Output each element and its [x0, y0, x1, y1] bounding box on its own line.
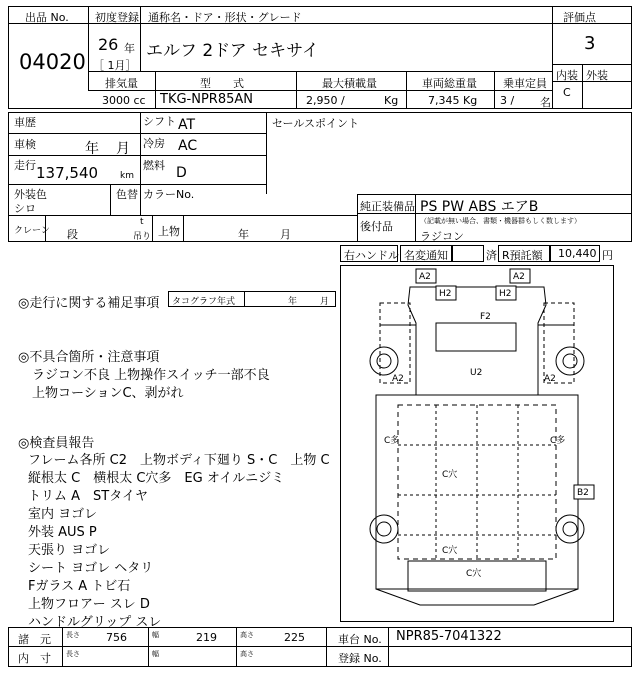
truck-outline — [370, 287, 584, 605]
crane-stage: 段 — [67, 228, 78, 241]
inspector-line: シート ヨゴレ ヘタリ — [28, 561, 154, 576]
first-reg-month: ［ 1月］ — [93, 59, 137, 72]
load-label: 最大積載量 — [322, 77, 377, 90]
mark-c-hole-bed: C穴 — [442, 470, 458, 480]
inspector-line: 上物フロアー スレ D — [28, 597, 150, 612]
body-month: 月 — [280, 228, 291, 241]
mileage-value: 137,540 — [36, 164, 99, 182]
body-label: 上物 — [158, 225, 180, 238]
body-year: 年 — [238, 228, 249, 241]
interior-grade-label: 内装 — [556, 69, 578, 82]
damage-marks — [384, 269, 594, 579]
defect-line: 上物コーションC、剥がれ — [32, 386, 184, 401]
tachograph-month: 月 — [320, 297, 330, 307]
damage-diagram — [340, 265, 614, 622]
inspector-line: フレーム各所 C2 上物ボディ下廻り S・C 上物 C — [28, 453, 330, 468]
footer-frame — [8, 627, 632, 667]
lot-number: 04020 — [19, 50, 86, 74]
length-value: 756 — [106, 631, 127, 644]
aftermarket-value: ラジコン — [420, 230, 464, 243]
shift-value: AT — [178, 117, 196, 133]
history-label: 車歴 — [14, 116, 36, 129]
inspector-line: 天張り ヨゴレ — [28, 543, 111, 558]
mark-c-many-left: C多 — [384, 436, 400, 446]
gross-label: 車両総重量 — [422, 77, 477, 90]
recycle-prefix: 済 — [486, 249, 497, 262]
grade-label: 評価点 — [563, 11, 596, 24]
interior-height-label: 高さ — [240, 650, 254, 658]
height-label: 高さ — [240, 631, 254, 639]
inspector-line: 外装 AUS P — [28, 525, 97, 540]
inspection-month: 月 — [116, 141, 130, 157]
model-value: TKG-NPR85AN — [160, 92, 253, 107]
width-value: 219 — [196, 631, 217, 644]
recycle-amount: 10,440 — [558, 247, 597, 260]
chassis-label: 車台 No. — [338, 633, 382, 646]
width-label: 幅 — [152, 631, 159, 639]
capacity-value: 3 / — [500, 94, 515, 107]
first-reg-year: 26 — [98, 35, 119, 54]
year-unit: 年 — [124, 42, 135, 55]
color-value: シロ — [14, 202, 36, 215]
registration-label: 登録 No. — [338, 652, 382, 665]
inspection-label: 車検 — [14, 138, 36, 151]
mark-a2-right: A2 — [544, 374, 556, 384]
color-code-label: カラーNo. — [143, 188, 195, 201]
length-label: 長さ — [66, 631, 80, 639]
crane-hoist: 吊り — [133, 232, 152, 242]
crane-ton: t — [140, 217, 144, 227]
model-label: 型 式 — [200, 77, 244, 90]
tachograph-year: 年 — [288, 297, 298, 307]
inspection-year: 年 — [85, 141, 99, 157]
fuel-label: 燃料 — [143, 159, 165, 172]
lot-label: 出品 No. — [25, 11, 69, 24]
inspector-line: トリム A STタイヤ — [28, 489, 148, 504]
mark-h2-left: H2 — [439, 289, 452, 299]
mark-a2-front-right: A2 — [513, 272, 525, 282]
recycle-label: R預託額 — [502, 249, 543, 262]
inspector-line: 縦根太 C 横根太 C穴多 EG オイルニジミ — [28, 471, 285, 486]
mark-h2-right: H2 — [499, 289, 512, 299]
load-value: 2,950 / — [306, 94, 345, 107]
capacity-unit: 名 — [540, 96, 551, 109]
interior-width-label: 幅 — [152, 650, 159, 658]
mark-b2: B2 — [577, 488, 589, 498]
grade-value: 3 — [584, 33, 596, 54]
driving-notes-title: ◎走行に関する補足事項 — [18, 296, 160, 311]
inspector-line: Fガラス A トビ石 — [28, 579, 131, 594]
interior-grade: C — [563, 86, 571, 99]
equipment-label: 純正装備品 — [360, 200, 415, 213]
ac-label: 冷房 — [143, 137, 165, 150]
fuel-value: D — [176, 165, 187, 181]
sales-point-label: セールスポイント — [272, 117, 360, 130]
name-change-box — [452, 245, 484, 262]
load-unit: Kg — [384, 94, 399, 107]
gross-value: 7,345 Kg — [428, 94, 478, 107]
shift-label: シフト — [143, 115, 176, 128]
interior-dims-label: 内 寸 — [18, 652, 51, 665]
displacement-value: 3000 cc — [102, 94, 146, 107]
mark-c-many-right: C多 — [550, 436, 566, 446]
chassis-value: NPR85-7041322 — [396, 629, 502, 644]
inspector-line: 室内 ヨゴレ — [28, 507, 98, 522]
mark-a2-front-left: A2 — [419, 272, 431, 282]
dims-label: 諸 元 — [18, 633, 51, 646]
exterior-grade-label: 外装 — [586, 69, 608, 82]
mark-f2: F2 — [480, 312, 491, 322]
name-label: 通称名・ドア・形状・グレード — [148, 11, 302, 24]
tachograph-label: タコグラフ年式 — [172, 297, 236, 307]
car-name: エルフ 2ドア セキサイ — [146, 41, 319, 61]
capacity-label: 乗車定員 — [503, 77, 547, 90]
mark-c-hole-rear: C穴 — [442, 546, 458, 556]
crane-label: クレーン — [14, 226, 50, 236]
defects-title: ◎不具合箇所・注意事項 — [18, 350, 160, 365]
name-change-label: 名変通知 — [404, 249, 448, 262]
mark-a2-left: A2 — [392, 374, 404, 384]
aftermarket-label: 後付品 — [360, 220, 393, 233]
ac-value: AC — [178, 138, 198, 154]
mileage-unit: km — [120, 171, 134, 181]
defect-line: ラジコン不良 上物操作スイッチ一部不良 — [32, 368, 270, 383]
steering-label: 右ハンドル — [344, 249, 399, 262]
equipment-value: PS PW ABS エアB — [420, 199, 539, 215]
mark-u2: U2 — [470, 368, 483, 378]
inspector-line: ハンドルグリップ スレ — [28, 615, 162, 630]
first-reg-label: 初度登録 — [95, 11, 139, 24]
aftermarket-note: （記載が無い場合、書類・機器群もしく数します） — [420, 217, 581, 225]
mark-c-hole-tail: C穴 — [466, 569, 482, 579]
mileage-label: 走行 — [14, 159, 36, 172]
recycle-unit: 円 — [602, 249, 613, 262]
inspector-title: ◎検査員報告 — [18, 436, 95, 451]
interior-length-label: 長さ — [66, 650, 80, 658]
color-label: 外装色 — [14, 188, 47, 201]
height-value: 225 — [284, 631, 305, 644]
color-change-label: 色替 — [116, 188, 138, 201]
displacement-label: 排気量 — [105, 77, 138, 90]
